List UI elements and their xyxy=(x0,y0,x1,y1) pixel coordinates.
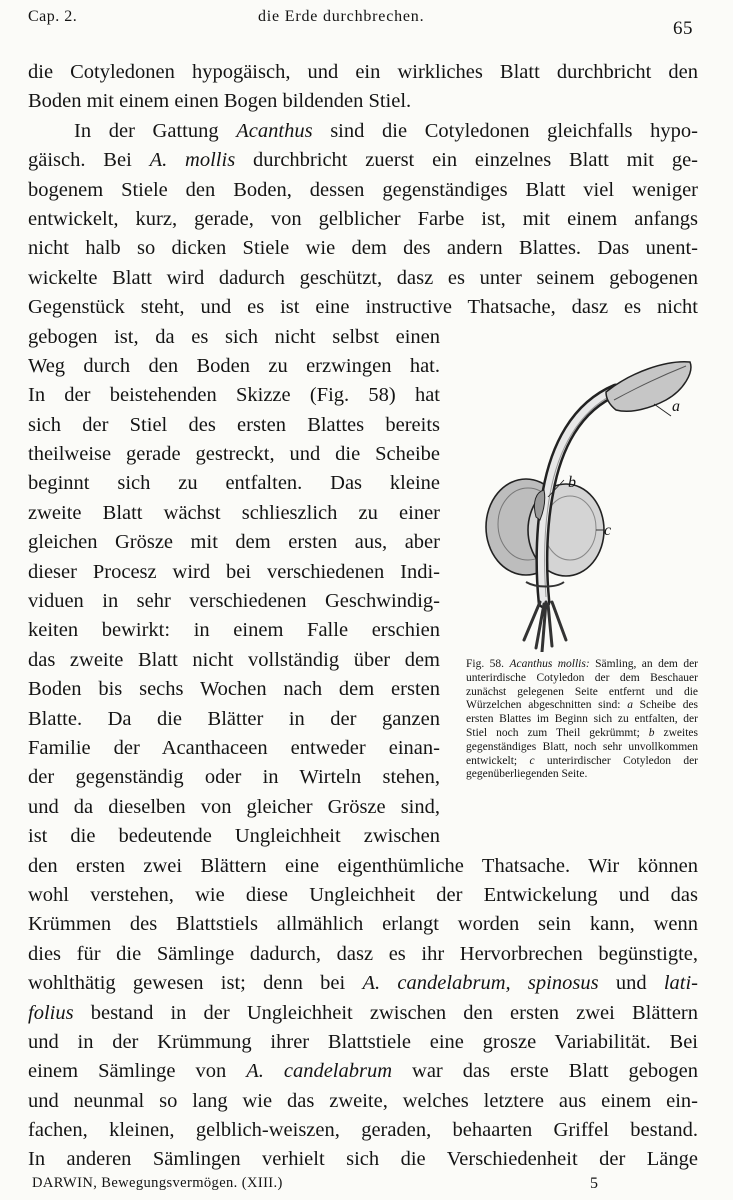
text-line: Familie der Acanthaceen entweder einan- xyxy=(28,736,440,759)
caption-letter-c: c xyxy=(529,754,535,767)
text-segment: war das erste Blatt gebogen xyxy=(392,1060,698,1083)
figure-label-a: a xyxy=(672,398,680,415)
text-segment: den ersten zwei Blättern eine eigenthümliche Thatsache. Wir können xyxy=(28,854,698,877)
text-line: das zweite Blatt nicht vollständig über dem xyxy=(28,648,440,671)
seedling-drawing xyxy=(466,352,698,652)
text-line xyxy=(28,234,698,263)
text-line xyxy=(28,264,698,293)
text-segment: bestand in der Ungleichheit zwischen den ersten zwei Blättern xyxy=(73,1001,698,1024)
text-segment: bogenem Stiele den Boden, dessen gegenständiges Blatt viel weniger xyxy=(28,178,698,201)
footer-title: DARWIN, Bewegungsvermögen. (XIII.) xyxy=(32,1175,283,1191)
text-segment: einem Sämlinge von xyxy=(28,1060,247,1083)
text-segment: Krümmen des Blattstiels allmählich erlangt worden sein kann, wenn xyxy=(28,913,698,936)
text-segment: entwickelt, kurz, gerade, von gelblicher Farbe ist, mit einem anfangs xyxy=(28,207,698,230)
text-segment: und neunmal so lang wie das zweite, welches letztere aus einem ein- xyxy=(28,1089,698,1112)
caption-number: Fig. 58. xyxy=(466,658,505,670)
text-line: Blatte. Da die Blätter in der ganzen xyxy=(28,707,440,730)
text-line: der gegenständig oder in Wirteln stehen, xyxy=(28,766,440,789)
text-line: viduen in sehr verschiedenen Geschwindig- xyxy=(28,590,440,613)
text-segment: durchbricht zuerst ein einzelnes Blatt mit ge- xyxy=(235,149,698,172)
text-line: keiten bewirkt: in einem Falle erschien xyxy=(28,619,440,642)
caption-text-a: Scheibe des ersten Blattes im Beginn sich zu entfalten, der Stiel noch zum Theil gekrümmt; xyxy=(466,699,699,739)
text-line: Boden mit einem einen Bogen bildenden Stiel. xyxy=(28,90,412,113)
text-bottom xyxy=(28,852,698,1175)
text-segment: wohl verstehen, wie diese Ungleichheit der Entwickelung und das xyxy=(28,883,698,906)
caption-text: Sämling, an dem der unterirdische Cotyledon der dem Beschauer zunächst gelegenen Seite entfernt und die Würzelchen abgeschnitten sind: xyxy=(466,658,699,712)
text-line xyxy=(28,881,698,910)
text-segment: nicht halb so dicken Stiele wie dem des andern Blattes. Das unent- xyxy=(28,237,698,260)
text-italic: A. mollis xyxy=(149,149,236,172)
signature-mark: 5 xyxy=(590,1175,599,1192)
text-line: sich der Stiel des ersten Blattes bereits xyxy=(28,413,440,436)
page-number: 65 xyxy=(673,18,693,39)
text-line xyxy=(28,910,698,939)
text-italic: folius xyxy=(28,1001,74,1024)
caption-species: Acanthus mollis: xyxy=(509,658,590,670)
text-line xyxy=(28,940,698,969)
text-line: dieser Procesz wird bei verschiedenen Indi- xyxy=(28,560,440,583)
text-line: gleichen Grösze mit dem ersten aus, aber xyxy=(28,531,440,554)
figure-caption xyxy=(466,658,698,782)
figure-label-c: c xyxy=(604,522,612,539)
text-line xyxy=(28,176,698,205)
text-segment: dies für die Sämlinge dadurch, dasz es ihr Hervorbrechen begünstigte, xyxy=(28,942,698,965)
text-italic: Acanthus xyxy=(236,119,313,142)
text-segment: sind die Cotyledonen gleichfalls hypo- xyxy=(312,119,698,142)
text-line: gebogen ist, da es sich nicht selbst einen xyxy=(28,325,440,348)
text-line xyxy=(28,1116,698,1145)
figure-label-b: b xyxy=(568,474,576,491)
text-line: ist die bedeutende Ungleichheit zwischen xyxy=(28,825,440,848)
text-line xyxy=(28,1057,698,1086)
text-line: Boden bis sechs Wochen nach dem ersten xyxy=(28,678,440,701)
text-line: Weg durch den Boden zu erzwingen hat. xyxy=(28,354,440,377)
text-line xyxy=(28,205,698,234)
text-line xyxy=(28,146,698,175)
text-segment: fachen, kleinen, gelblich-weiszen, geraden, behaarten Griffel bestand. xyxy=(28,1119,698,1142)
caption-text-c: unterirdischer Cotyledon der gegenüberliegenden Seite. xyxy=(466,754,699,781)
caption-letter-b: b xyxy=(648,726,655,739)
text-line xyxy=(28,1087,698,1116)
text-segment: Gegenstück steht, und es ist eine instructive Thatsache, dasz es nicht xyxy=(28,296,698,319)
caption-text-b: zweites gegenständiges Blatt, noch sehr unvollkommen entwickelt; xyxy=(466,726,698,767)
text-segment: und xyxy=(598,972,664,995)
text-line xyxy=(28,117,698,146)
text-line xyxy=(28,1028,698,1057)
caption-letter-a: a xyxy=(627,699,633,712)
text-segment: In der Gattung xyxy=(74,119,237,142)
text-line: beginnt sich zu entfalten. Das kleine xyxy=(28,472,440,495)
text-segment: wickelte Blatt wird dadurch geschützt, dasz es unter seinem gebogenen xyxy=(28,266,698,289)
seedling-figure xyxy=(466,352,698,652)
text-line xyxy=(28,852,698,881)
text-segment: und in der Krümmung ihrer Blattstiele eine grosze Variabilität. Bei xyxy=(28,1030,698,1053)
text-italic: A. candelabrum, spinosus xyxy=(362,972,599,995)
text-line xyxy=(28,1145,698,1174)
text-segment: gäisch. Bei xyxy=(28,149,150,172)
chapter-label: Cap. 2. xyxy=(28,8,78,25)
text-line xyxy=(28,969,698,998)
text-italic: lati- xyxy=(663,972,699,995)
text-italic: A. candelabrum xyxy=(246,1060,393,1083)
text-segment: In anderen Sämlingen verhielt sich die Verschiedenheit der Länge xyxy=(28,1148,698,1171)
text-line: theilweise gerade gestreckt, und die Scheibe xyxy=(28,443,440,466)
text-segment: wohlthätig gewesen ist; denn bei xyxy=(28,972,363,995)
text-line: und da dieselben von gleicher Grösze sind, xyxy=(28,795,440,818)
text-line: die Cotyledonen hypogäisch, und ein wirkliches Blatt durchbricht den xyxy=(28,61,698,83)
text-line xyxy=(28,999,698,1028)
text-line: zweite Blatt wächst schlieszlich zu einer xyxy=(28,501,440,524)
running-title: die Erde durchbrechen. xyxy=(258,8,425,25)
text-line: In der beistehenden Skizze (Fig. 58) hat xyxy=(28,384,440,407)
paragraph-acanthus xyxy=(28,117,698,323)
text-line xyxy=(28,293,698,322)
